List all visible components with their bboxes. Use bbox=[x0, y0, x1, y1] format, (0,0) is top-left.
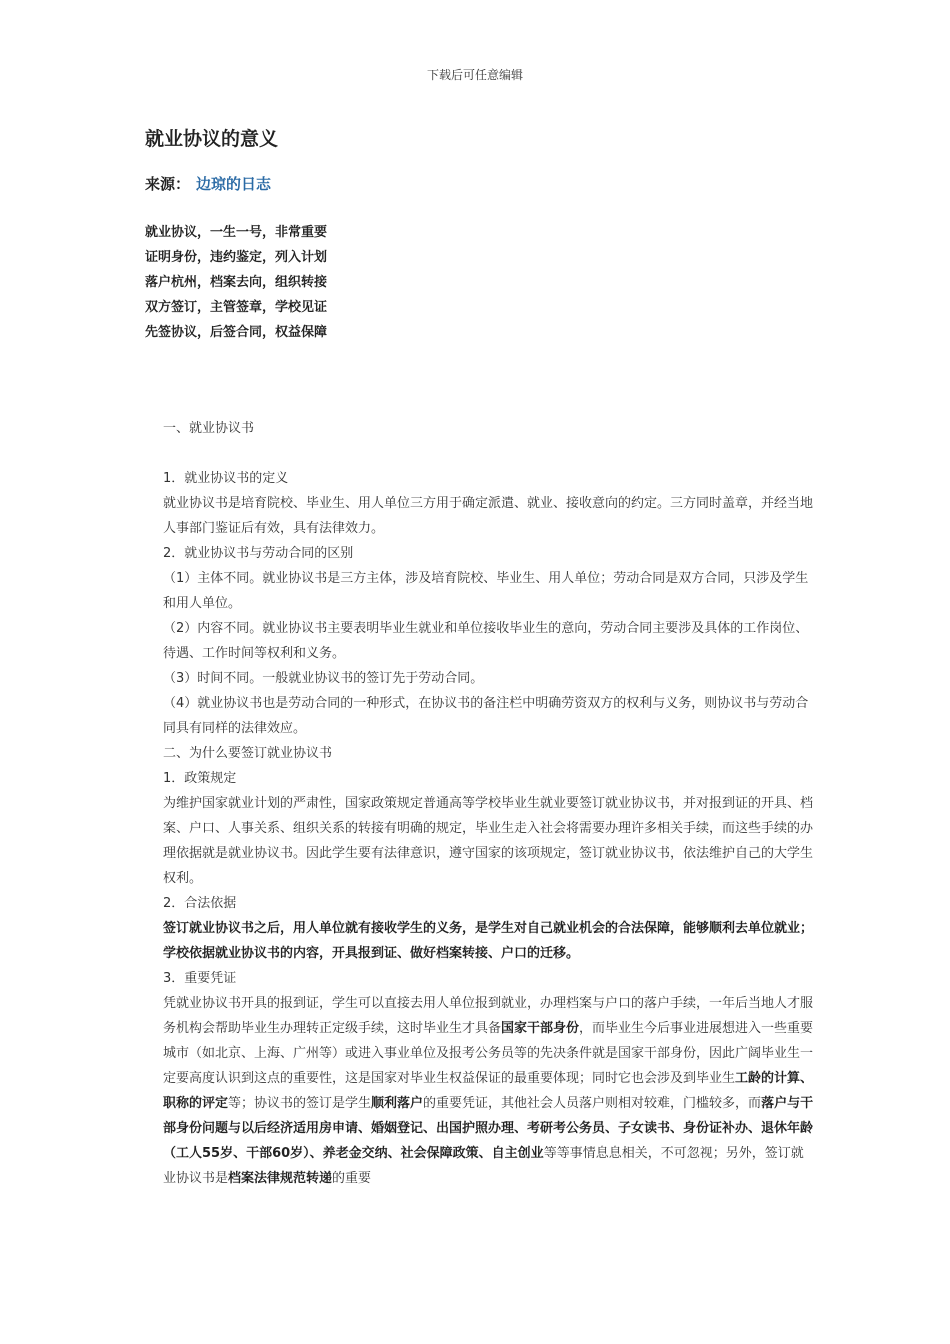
paragraph bbox=[145, 991, 815, 1191]
subsection-heading: 2．就业协议书与劳动合同的区别 bbox=[163, 546, 354, 561]
bold-text: 工龄的计算、职称的评定 bbox=[163, 1071, 814, 1111]
page-header: 下载后可任意编辑 bbox=[426, 68, 523, 82]
subsection-heading: 3．重要凭证 bbox=[163, 971, 237, 986]
paragraph: （3）时间不同。一般就业协议书的签订先于劳动合同。 bbox=[163, 671, 484, 686]
bold-text: 顺利落户 bbox=[371, 1096, 424, 1111]
bold-text: 国家干部身份 bbox=[501, 1021, 580, 1036]
paragraph: （4）就业协议书也是劳动合同的一种形式，在协议书的备注栏中明确劳资双方的权利与义务，则协议书与劳动合同具有同样的法律效应。 bbox=[163, 696, 809, 736]
section-heading: 一、就业协议书 bbox=[163, 421, 255, 436]
text-run: 凭就业协议书开具的报到证，学生可以直接去用人单位报到就业，办理档案与户口的落户手续，一年后当地人才服务机构会帮助毕业生办理转正定级手续，这时毕业生才具备 bbox=[163, 996, 814, 1036]
paragraph: 就业协议书是培育院校、毕业生、用人单位三方用于确定派遣、就业、接收意向的约定。三方同时盖章，并经当地人事部门鉴证后有效，具有法律效力。 bbox=[163, 496, 814, 536]
paragraph: （2）内容不同。就业协议书主要表明毕业生就业和单位接收毕业生的意向，劳动合同主要涉及具体的工作岗位、待遇、工作时间等权利和义务。 bbox=[163, 621, 809, 661]
text-run: 等；协议书的签订是学生 bbox=[228, 1096, 372, 1111]
subsection-heading: 2．合法依据 bbox=[163, 896, 237, 911]
text-run: 等等事情息息相关，不可忽视；另外，签订就业协议书是 bbox=[163, 1146, 804, 1186]
text-run: 的重要 bbox=[332, 1171, 372, 1186]
source-label: 来源： bbox=[145, 175, 191, 193]
bold-text: 档案法律规范转递 bbox=[228, 1171, 333, 1186]
subsection-heading: 1．就业协议书的定义 bbox=[163, 471, 289, 486]
source-link[interactable]: 边琼的日志 bbox=[196, 175, 272, 193]
text-run: 的重要凭证，其他社会人员落户则相对较难，门槛较多，而 bbox=[423, 1096, 762, 1111]
summary-line: 先签协议，后签合同，权益保障 bbox=[145, 325, 328, 340]
bold-paragraph: 签订就业协议书之后，用人单位就有接收学生的义务，是学生对自己就业机会的合法保障，能够顺利去单位就业；学校依据就业协议书的内容，开具报到证、做好档案转接、户口的迁移。 bbox=[163, 921, 814, 961]
summary-line: 双方签订，主管签章，学校见证 bbox=[145, 300, 328, 315]
section-heading: 二、为什么要签订就业协议书 bbox=[163, 746, 333, 761]
document-title: 就业协议的意义 bbox=[145, 128, 279, 150]
summary-line: 就业协议，一生一号，非常重要 bbox=[145, 225, 328, 240]
paragraph: 为维护国家就业计划的严肃性，国家政策规定普通高等学校毕业生就业要签订就业协议书，并对报到证的开具、档案、户口、人事关系、组织关系的转接有明确的规定，毕业生走入社会将需要办理许多相关手续，而这些手续的办理依据就是就业协议书。因此学生要有法律意识，遵守国家的该项规定，签订就业协议书，依法维护自己的大学生权利。 bbox=[163, 796, 814, 886]
subsection-heading: 1．政策规定 bbox=[163, 771, 237, 786]
summary-line: 落户杭州，档案去向，组织转接 bbox=[145, 275, 328, 290]
summary-line: 证明身份，违约鉴定，列入计划 bbox=[145, 250, 328, 265]
source-line bbox=[145, 173, 271, 194]
bold-text: 落户与干部身份问题与以后经济适用房申请、婚姻登记、出国护照办理、考研考公务员、子女读书、身份证补办、退休年龄（工人55岁、干部60岁）、养老金交纳、社会保障政策、自主创业 bbox=[163, 1096, 814, 1161]
article-body bbox=[145, 416, 815, 1191]
summary-list bbox=[145, 220, 327, 345]
text-run: ，而毕业生今后事业进展想进入一些重要城市（如北京、上海、广州等）或进入事业单位及报考公务员等的先决条件就是国家干部身份，因此广阔毕业生一定要高度认识到这点的重要性，这是国家对毕业生权益保证的最重要体现；同时它也会涉及到毕业生 bbox=[163, 1021, 814, 1086]
paragraph: （1）主体不同。就业协议书是三方主体，涉及培育院校、毕业生、用人单位；劳动合同是双方合同，只涉及学生和用人单位。 bbox=[163, 571, 809, 611]
